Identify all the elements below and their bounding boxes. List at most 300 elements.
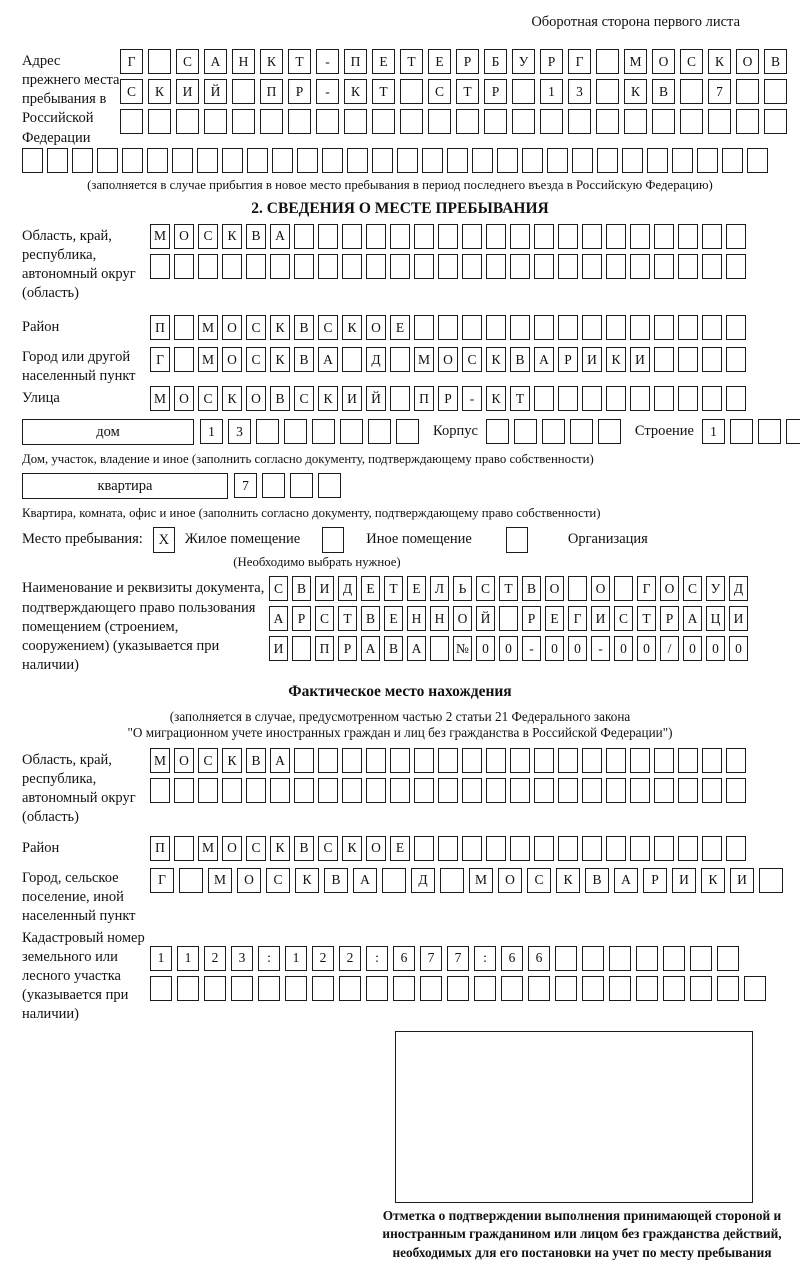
char-cell[interactable] xyxy=(222,254,242,279)
char-cell[interactable] xyxy=(414,315,434,340)
char-cell[interactable]: С xyxy=(198,386,218,411)
char-cell[interactable]: К xyxy=(148,79,171,104)
char-cell[interactable] xyxy=(342,748,362,773)
char-cell[interactable] xyxy=(176,109,199,134)
char-cell[interactable]: - xyxy=(316,49,339,74)
char-cell[interactable] xyxy=(438,778,458,803)
char-cell[interactable]: К xyxy=(222,748,242,773)
char-cell[interactable] xyxy=(486,748,506,773)
char-cell[interactable]: М xyxy=(150,748,170,773)
char-cell[interactable]: О xyxy=(652,49,675,74)
char-cell[interactable]: - xyxy=(316,79,339,104)
char-cell[interactable] xyxy=(606,386,626,411)
char-cell[interactable] xyxy=(318,254,338,279)
char-cell[interactable]: К xyxy=(486,347,506,372)
char-cell[interactable] xyxy=(462,836,482,861)
char-cell[interactable]: В xyxy=(246,224,266,249)
char-cell[interactable] xyxy=(726,836,746,861)
char-cell[interactable]: : xyxy=(366,946,388,971)
char-cell[interactable]: О xyxy=(366,315,386,340)
char-cell[interactable] xyxy=(786,419,800,444)
char-cell[interactable]: В xyxy=(361,606,380,631)
char-cell[interactable] xyxy=(609,976,631,1001)
char-cell[interactable]: М xyxy=(198,836,218,861)
char-cell[interactable] xyxy=(680,79,703,104)
char-cell[interactable]: : xyxy=(258,946,280,971)
char-cell[interactable] xyxy=(179,868,203,893)
char-cell[interactable]: Г xyxy=(568,606,587,631)
char-cell[interactable]: М xyxy=(469,868,493,893)
char-cell[interactable] xyxy=(510,254,530,279)
char-cell[interactable] xyxy=(702,224,722,249)
char-cell[interactable] xyxy=(232,79,255,104)
char-cell[interactable] xyxy=(534,254,554,279)
char-cell[interactable]: Т xyxy=(510,386,530,411)
char-cell[interactable] xyxy=(690,946,712,971)
char-cell[interactable] xyxy=(438,836,458,861)
char-cell[interactable]: М xyxy=(198,315,218,340)
char-cell[interactable] xyxy=(678,224,698,249)
char-cell[interactable] xyxy=(486,419,509,444)
char-cell[interactable] xyxy=(322,148,343,173)
char-cell[interactable] xyxy=(702,347,722,372)
char-cell[interactable]: 2 xyxy=(312,946,334,971)
char-cell[interactable]: Г xyxy=(150,868,174,893)
char-cell[interactable] xyxy=(312,976,334,1001)
char-cell[interactable] xyxy=(390,347,410,372)
char-cell[interactable]: У xyxy=(512,49,535,74)
char-cell[interactable] xyxy=(447,976,469,1001)
char-cell[interactable]: 1 xyxy=(200,419,223,444)
char-cell[interactable]: К xyxy=(556,868,580,893)
char-cell[interactable] xyxy=(512,79,535,104)
char-cell[interactable]: 0 xyxy=(545,636,564,661)
char-cell[interactable] xyxy=(486,254,506,279)
char-cell[interactable]: Т xyxy=(637,606,656,631)
char-cell[interactable]: В xyxy=(292,576,311,601)
char-cell[interactable]: 0 xyxy=(499,636,518,661)
checkbox-inoe[interactable] xyxy=(322,527,344,553)
char-cell[interactable] xyxy=(390,224,410,249)
char-cell[interactable] xyxy=(510,224,530,249)
char-cell[interactable] xyxy=(510,836,530,861)
char-cell[interactable] xyxy=(382,868,406,893)
char-cell[interactable]: М xyxy=(414,347,434,372)
char-cell[interactable] xyxy=(582,976,604,1001)
char-cell[interactable] xyxy=(438,224,458,249)
char-cell[interactable] xyxy=(246,254,266,279)
char-cell[interactable]: В xyxy=(764,49,787,74)
char-cell[interactable]: Д xyxy=(366,347,386,372)
char-cell[interactable] xyxy=(678,347,698,372)
char-cell[interactable] xyxy=(148,109,171,134)
char-cell[interactable]: С xyxy=(315,606,334,631)
char-cell[interactable] xyxy=(342,224,362,249)
char-cell[interactable] xyxy=(614,576,633,601)
char-cell[interactable]: Т xyxy=(499,576,518,601)
char-cell[interactable]: С xyxy=(246,347,266,372)
char-cell[interactable]: О xyxy=(222,836,242,861)
char-cell[interactable]: М xyxy=(198,347,218,372)
char-cell[interactable]: К xyxy=(295,868,319,893)
char-cell[interactable] xyxy=(717,976,739,1001)
char-cell[interactable]: Е xyxy=(407,576,426,601)
char-cell[interactable]: К xyxy=(344,79,367,104)
char-cell[interactable] xyxy=(598,419,621,444)
char-cell[interactable] xyxy=(318,778,338,803)
char-cell[interactable] xyxy=(428,109,451,134)
char-cell[interactable]: / xyxy=(660,636,679,661)
char-cell[interactable]: Е xyxy=(428,49,451,74)
char-cell[interactable]: П xyxy=(150,315,170,340)
char-cell[interactable] xyxy=(472,148,493,173)
char-cell[interactable] xyxy=(630,386,650,411)
char-cell[interactable] xyxy=(318,748,338,773)
char-cell[interactable]: А xyxy=(407,636,426,661)
char-cell[interactable]: П xyxy=(150,836,170,861)
char-cell[interactable]: Г xyxy=(150,347,170,372)
char-cell[interactable] xyxy=(758,419,781,444)
char-cell[interactable] xyxy=(582,386,602,411)
char-cell[interactable] xyxy=(372,109,395,134)
char-cell[interactable] xyxy=(297,148,318,173)
char-cell[interactable] xyxy=(582,224,602,249)
char-cell[interactable] xyxy=(97,148,118,173)
char-cell[interactable] xyxy=(678,315,698,340)
char-cell[interactable]: О xyxy=(498,868,522,893)
char-cell[interactable] xyxy=(678,836,698,861)
char-cell[interactable] xyxy=(222,148,243,173)
char-cell[interactable]: В xyxy=(510,347,530,372)
char-cell[interactable]: О xyxy=(222,347,242,372)
char-cell[interactable]: Р xyxy=(660,606,679,631)
char-cell[interactable] xyxy=(672,148,693,173)
char-cell[interactable] xyxy=(547,148,568,173)
char-cell[interactable] xyxy=(285,976,307,1001)
char-cell[interactable] xyxy=(663,976,685,1001)
char-cell[interactable] xyxy=(204,109,227,134)
char-cell[interactable] xyxy=(342,254,362,279)
char-cell[interactable]: А xyxy=(270,748,290,773)
char-cell[interactable]: О xyxy=(453,606,472,631)
char-cell[interactable]: Ц xyxy=(706,606,725,631)
char-cell[interactable] xyxy=(622,148,643,173)
char-cell[interactable]: А xyxy=(534,347,554,372)
char-cell[interactable] xyxy=(262,473,285,498)
char-cell[interactable]: М xyxy=(150,386,170,411)
char-cell[interactable] xyxy=(438,748,458,773)
char-cell[interactable] xyxy=(678,748,698,773)
char-cell[interactable] xyxy=(422,148,443,173)
char-cell[interactable]: 0 xyxy=(683,636,702,661)
char-cell[interactable] xyxy=(366,778,386,803)
char-cell[interactable]: К xyxy=(342,315,362,340)
char-cell[interactable] xyxy=(390,254,410,279)
char-cell[interactable] xyxy=(486,836,506,861)
char-cell[interactable]: 0 xyxy=(614,636,633,661)
char-cell[interactable] xyxy=(366,254,386,279)
char-cell[interactable]: 0 xyxy=(568,636,587,661)
char-cell[interactable]: А xyxy=(614,868,638,893)
char-cell[interactable] xyxy=(368,419,391,444)
char-cell[interactable] xyxy=(630,254,650,279)
char-cell[interactable]: П xyxy=(260,79,283,104)
char-cell[interactable] xyxy=(318,224,338,249)
char-cell[interactable] xyxy=(558,778,578,803)
char-cell[interactable] xyxy=(174,836,194,861)
char-cell[interactable] xyxy=(726,778,746,803)
char-cell[interactable]: И xyxy=(342,386,362,411)
char-cell[interactable]: Р xyxy=(484,79,507,104)
char-cell[interactable]: С xyxy=(476,576,495,601)
char-cell[interactable]: О xyxy=(545,576,564,601)
char-cell[interactable] xyxy=(486,778,506,803)
char-cell[interactable]: О xyxy=(366,836,386,861)
char-cell[interactable]: В xyxy=(246,748,266,773)
char-cell[interactable] xyxy=(414,836,434,861)
char-cell[interactable]: Р xyxy=(522,606,541,631)
char-cell[interactable] xyxy=(462,254,482,279)
char-cell[interactable]: А xyxy=(204,49,227,74)
char-cell[interactable]: У xyxy=(706,576,725,601)
char-cell[interactable] xyxy=(366,224,386,249)
char-cell[interactable] xyxy=(366,976,388,1001)
char-cell[interactable]: Е xyxy=(545,606,564,631)
char-cell[interactable] xyxy=(534,778,554,803)
char-cell[interactable]: И xyxy=(591,606,610,631)
char-cell[interactable] xyxy=(596,109,619,134)
char-cell[interactable] xyxy=(680,109,703,134)
char-cell[interactable] xyxy=(396,419,419,444)
char-cell[interactable]: А xyxy=(353,868,377,893)
char-cell[interactable] xyxy=(624,109,647,134)
char-cell[interactable]: В xyxy=(294,315,314,340)
char-cell[interactable] xyxy=(246,778,266,803)
char-cell[interactable] xyxy=(597,148,618,173)
char-cell[interactable] xyxy=(510,748,530,773)
char-cell[interactable] xyxy=(582,254,602,279)
char-cell[interactable] xyxy=(568,576,587,601)
char-cell[interactable] xyxy=(702,836,722,861)
char-cell[interactable]: Р xyxy=(558,347,578,372)
char-cell[interactable] xyxy=(486,315,506,340)
char-cell[interactable] xyxy=(390,778,410,803)
char-cell[interactable]: В xyxy=(522,576,541,601)
char-cell[interactable] xyxy=(558,386,578,411)
char-cell[interactable]: С xyxy=(614,606,633,631)
char-cell[interactable]: В xyxy=(652,79,675,104)
char-cell[interactable] xyxy=(534,386,554,411)
char-cell[interactable] xyxy=(654,315,674,340)
char-cell[interactable]: 3 xyxy=(231,946,253,971)
char-cell[interactable] xyxy=(736,109,759,134)
char-cell[interactable]: Р xyxy=(338,636,357,661)
char-cell[interactable]: И xyxy=(730,868,754,893)
char-cell[interactable] xyxy=(122,148,143,173)
char-cell[interactable] xyxy=(198,254,218,279)
char-cell[interactable] xyxy=(456,109,479,134)
char-cell[interactable]: К xyxy=(270,347,290,372)
char-cell[interactable]: В xyxy=(324,868,348,893)
char-cell[interactable]: С xyxy=(683,576,702,601)
char-cell[interactable] xyxy=(652,109,675,134)
char-cell[interactable]: О xyxy=(591,576,610,601)
char-cell[interactable] xyxy=(499,606,518,631)
char-cell[interactable] xyxy=(316,109,339,134)
char-cell[interactable] xyxy=(462,748,482,773)
char-cell[interactable] xyxy=(702,778,722,803)
char-cell[interactable]: 1 xyxy=(702,419,725,444)
char-cell[interactable]: 1 xyxy=(177,946,199,971)
char-cell[interactable] xyxy=(318,473,341,498)
char-cell[interactable] xyxy=(726,748,746,773)
char-cell[interactable]: О xyxy=(736,49,759,74)
char-cell[interactable]: О xyxy=(246,386,266,411)
char-cell[interactable] xyxy=(702,254,722,279)
char-cell[interactable] xyxy=(630,224,650,249)
char-cell[interactable] xyxy=(177,976,199,1001)
char-cell[interactable] xyxy=(654,836,674,861)
char-cell[interactable] xyxy=(294,778,314,803)
char-cell[interactable]: С xyxy=(266,868,290,893)
char-cell[interactable]: 3 xyxy=(568,79,591,104)
char-cell[interactable]: С xyxy=(120,79,143,104)
char-cell[interactable] xyxy=(630,315,650,340)
char-cell[interactable]: А xyxy=(269,606,288,631)
char-cell[interactable]: К xyxy=(486,386,506,411)
char-cell[interactable]: Е xyxy=(390,315,410,340)
char-cell[interactable] xyxy=(534,224,554,249)
char-cell[interactable] xyxy=(690,976,712,1001)
char-cell[interactable] xyxy=(232,109,255,134)
char-cell[interactable] xyxy=(47,148,68,173)
char-cell[interactable]: Р xyxy=(292,606,311,631)
char-cell[interactable] xyxy=(534,836,554,861)
char-cell[interactable] xyxy=(606,254,626,279)
char-cell[interactable] xyxy=(430,636,449,661)
char-cell[interactable]: Е xyxy=(372,49,395,74)
char-cell[interactable]: И xyxy=(729,606,748,631)
char-cell[interactable] xyxy=(390,386,410,411)
char-cell[interactable] xyxy=(702,386,722,411)
char-cell[interactable] xyxy=(582,778,602,803)
char-cell[interactable] xyxy=(484,109,507,134)
char-cell[interactable] xyxy=(120,109,143,134)
char-cell[interactable]: К xyxy=(624,79,647,104)
char-cell[interactable]: А xyxy=(361,636,380,661)
char-cell[interactable] xyxy=(340,419,363,444)
char-cell[interactable] xyxy=(702,748,722,773)
char-cell[interactable] xyxy=(606,778,626,803)
char-cell[interactable] xyxy=(558,836,578,861)
char-cell[interactable] xyxy=(440,868,464,893)
char-cell[interactable]: Т xyxy=(338,606,357,631)
char-cell[interactable] xyxy=(558,224,578,249)
char-cell[interactable] xyxy=(647,148,668,173)
char-cell[interactable] xyxy=(486,224,506,249)
char-cell[interactable]: П xyxy=(315,636,334,661)
char-cell[interactable] xyxy=(510,778,530,803)
char-cell[interactable]: 2 xyxy=(339,946,361,971)
char-cell[interactable]: Л xyxy=(430,576,449,601)
char-cell[interactable]: Р xyxy=(643,868,667,893)
char-cell[interactable] xyxy=(400,79,423,104)
char-cell[interactable]: В xyxy=(294,836,314,861)
char-cell[interactable] xyxy=(294,748,314,773)
char-cell[interactable] xyxy=(270,778,290,803)
char-cell[interactable] xyxy=(764,109,787,134)
char-cell[interactable] xyxy=(290,473,313,498)
char-cell[interactable]: М xyxy=(150,224,170,249)
char-cell[interactable] xyxy=(339,976,361,1001)
char-cell[interactable] xyxy=(522,148,543,173)
char-cell[interactable] xyxy=(400,109,423,134)
char-cell[interactable] xyxy=(596,49,619,74)
char-cell[interactable]: 1 xyxy=(540,79,563,104)
char-cell[interactable] xyxy=(596,79,619,104)
char-cell[interactable]: Р xyxy=(456,49,479,74)
char-cell[interactable] xyxy=(717,946,739,971)
char-cell[interactable]: А xyxy=(318,347,338,372)
char-cell[interactable]: С xyxy=(680,49,703,74)
char-cell[interactable] xyxy=(288,109,311,134)
char-cell[interactable]: В xyxy=(384,636,403,661)
char-cell[interactable]: 6 xyxy=(528,946,550,971)
char-cell[interactable]: С xyxy=(462,347,482,372)
char-cell[interactable]: С xyxy=(269,576,288,601)
char-cell[interactable] xyxy=(555,976,577,1001)
char-cell[interactable]: И xyxy=(269,636,288,661)
char-cell[interactable]: Й xyxy=(476,606,495,631)
char-cell[interactable]: С xyxy=(318,836,338,861)
char-cell[interactable] xyxy=(678,778,698,803)
char-cell[interactable] xyxy=(606,224,626,249)
char-cell[interactable]: Б xyxy=(484,49,507,74)
char-cell[interactable]: В xyxy=(294,347,314,372)
char-cell[interactable] xyxy=(722,148,743,173)
char-cell[interactable] xyxy=(342,778,362,803)
char-cell[interactable]: Ь xyxy=(453,576,472,601)
char-cell[interactable]: Т xyxy=(372,79,395,104)
char-cell[interactable] xyxy=(414,778,434,803)
char-cell[interactable] xyxy=(256,419,279,444)
char-cell[interactable] xyxy=(344,109,367,134)
char-cell[interactable] xyxy=(497,148,518,173)
checkbox-organizatsiya[interactable] xyxy=(506,527,528,553)
char-cell[interactable] xyxy=(174,315,194,340)
char-cell[interactable]: О xyxy=(237,868,261,893)
char-cell[interactable] xyxy=(654,748,674,773)
char-cell[interactable] xyxy=(510,315,530,340)
char-cell[interactable]: О xyxy=(174,386,194,411)
char-cell[interactable] xyxy=(582,836,602,861)
char-cell[interactable]: К xyxy=(222,386,242,411)
char-cell[interactable]: Г xyxy=(568,49,591,74)
char-cell[interactable] xyxy=(447,148,468,173)
checkbox-zhiloe[interactable]: X xyxy=(153,527,175,553)
char-cell[interactable]: С xyxy=(428,79,451,104)
char-cell[interactable] xyxy=(420,976,442,1001)
char-cell[interactable] xyxy=(630,778,650,803)
char-cell[interactable]: П xyxy=(414,386,434,411)
char-cell[interactable] xyxy=(174,347,194,372)
char-cell[interactable]: - xyxy=(591,636,610,661)
char-cell[interactable] xyxy=(272,148,293,173)
char-cell[interactable]: Е xyxy=(384,606,403,631)
char-cell[interactable]: Н xyxy=(407,606,426,631)
char-cell[interactable] xyxy=(606,315,626,340)
char-cell[interactable]: 7 xyxy=(708,79,731,104)
